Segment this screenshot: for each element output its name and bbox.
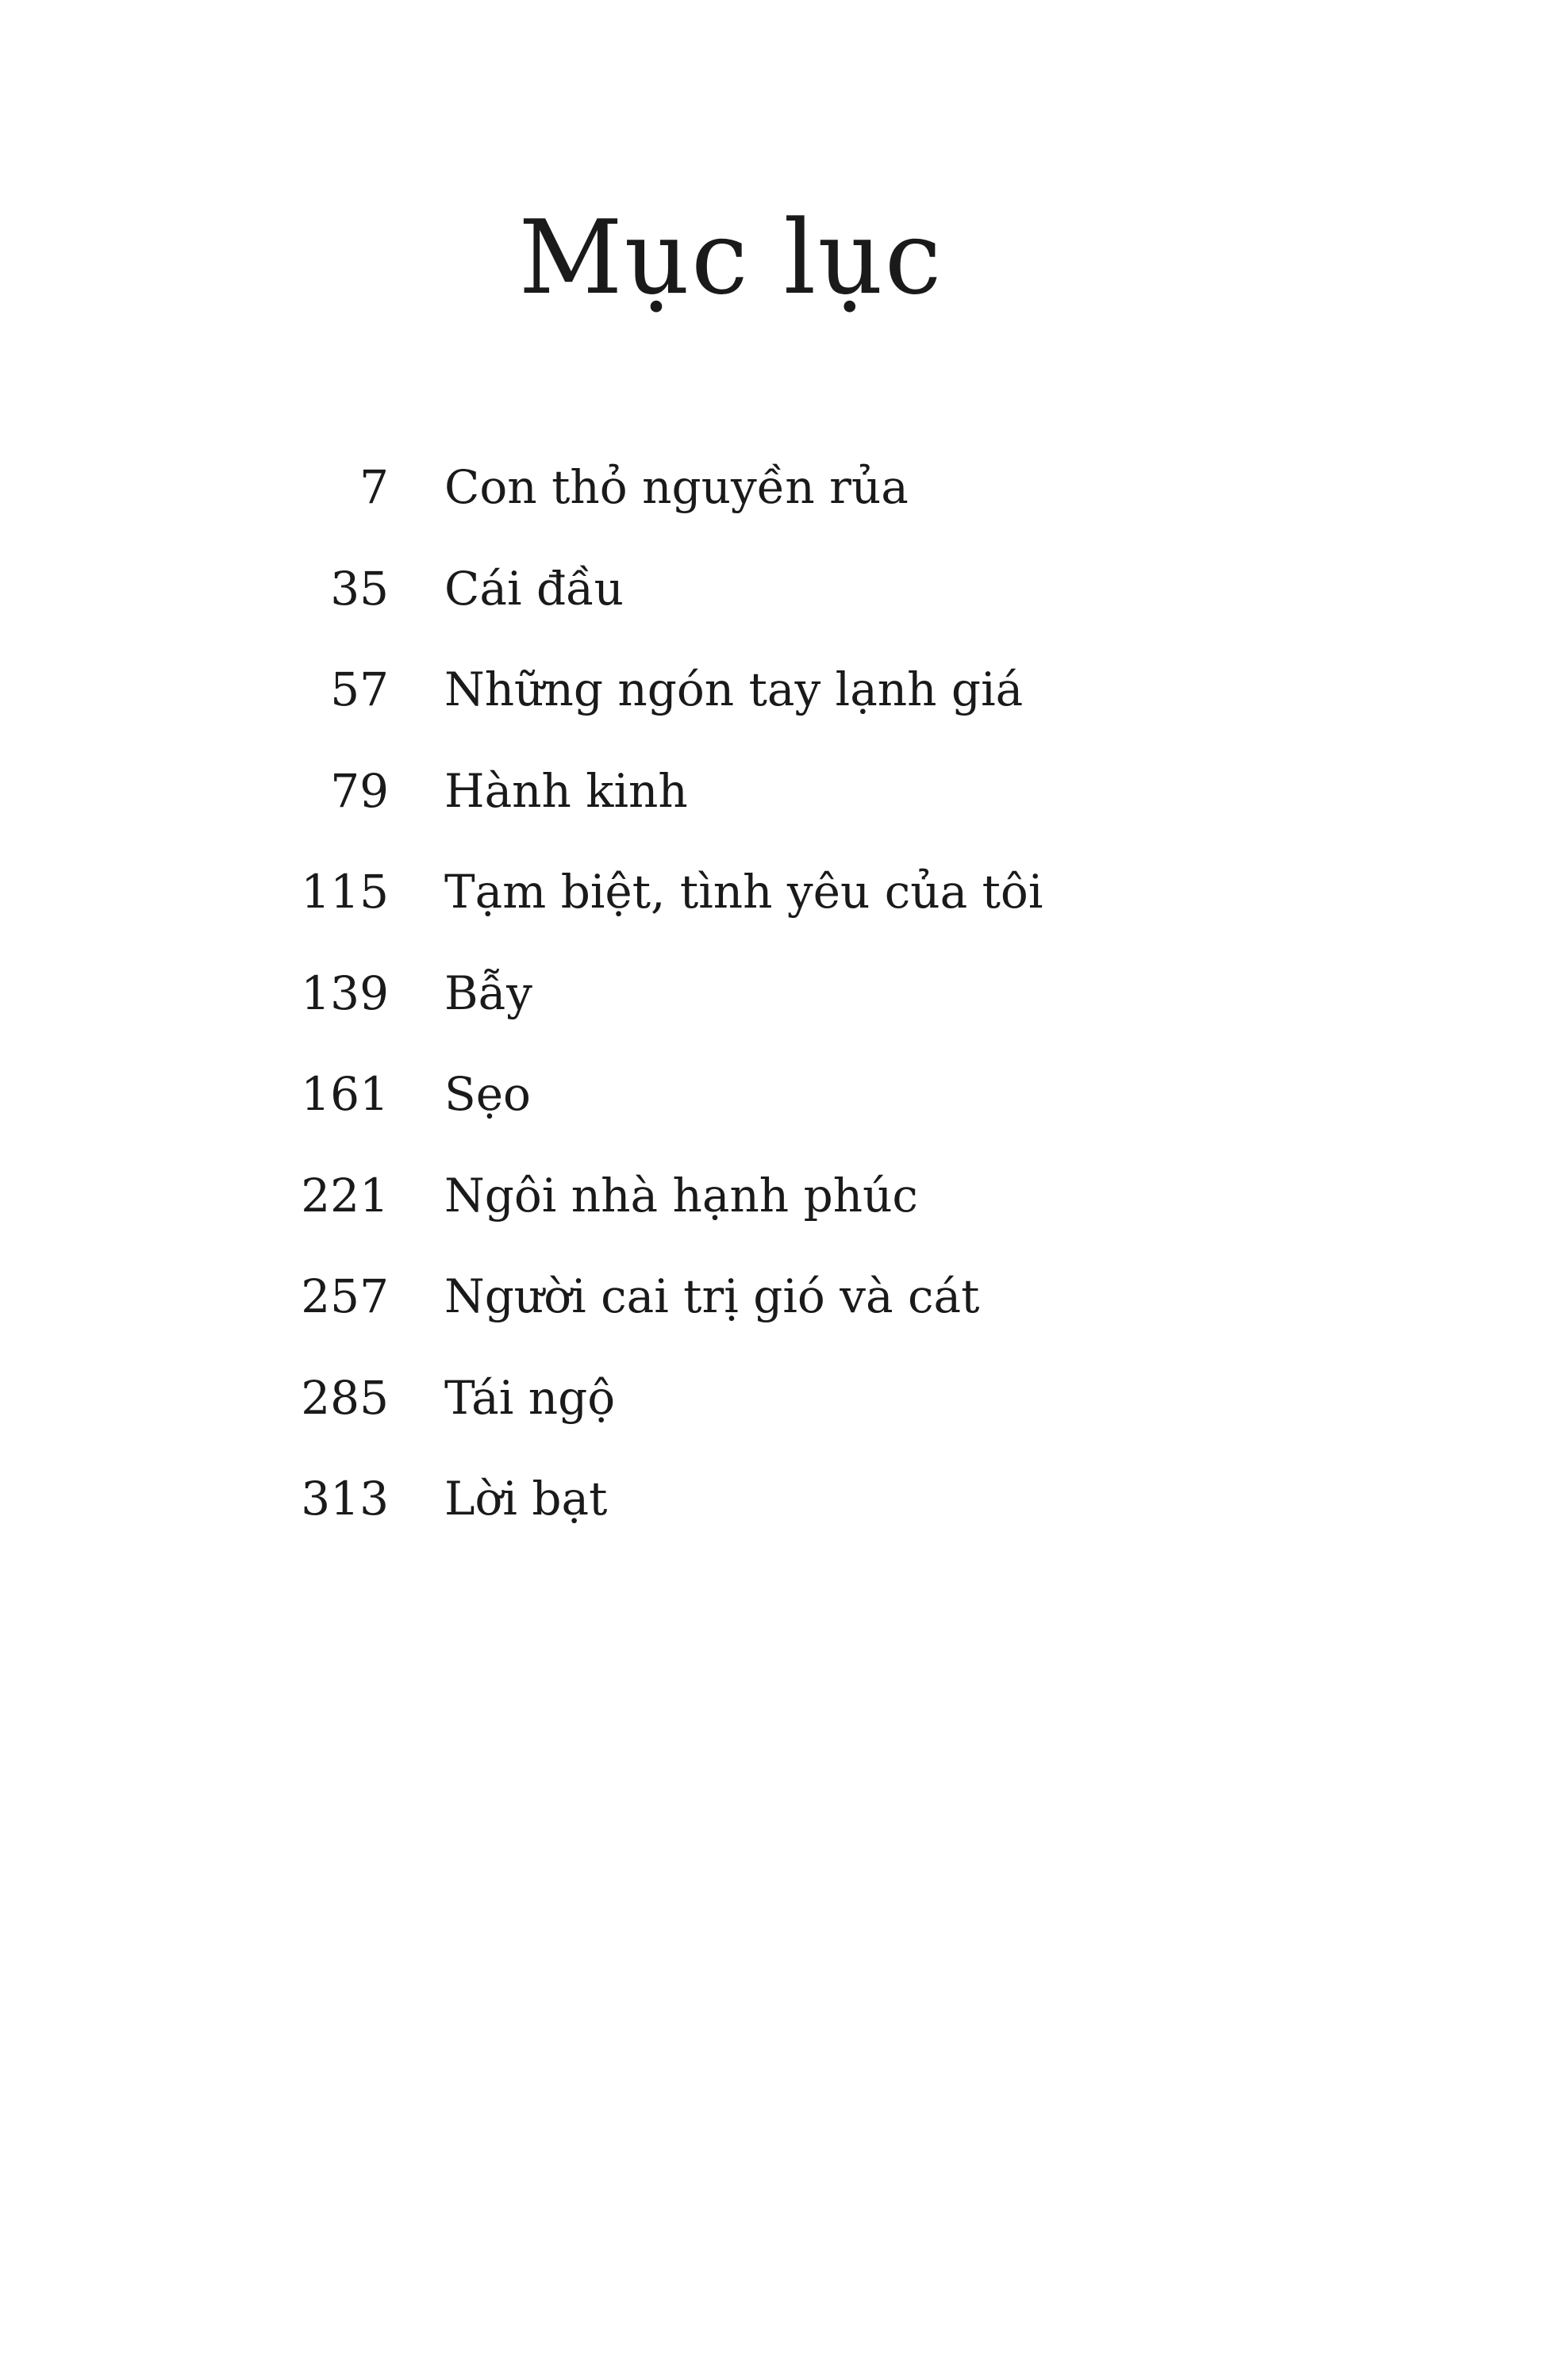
- toc-entry: [0, 561, 1541, 667]
- toc-entry: [0, 662, 1541, 768]
- toc-chapter-title: Cái đầu: [444, 561, 624, 616]
- toc-entry: [0, 1168, 1541, 1274]
- toc-page-number: 257: [301, 1269, 389, 1323]
- toc-chapter-title: Tạm biệt, tình yêu của tôi: [444, 865, 1043, 919]
- toc-page-number: 313: [301, 1472, 389, 1526]
- toc-chapter-title: Ngôi nhà hạnh phúc: [444, 1168, 918, 1223]
- toc-page-number: 161: [301, 1067, 389, 1121]
- toc-chapter-title: Lời bạt: [444, 1472, 608, 1526]
- toc-entry: [0, 1472, 1541, 1577]
- toc-entry: [0, 763, 1541, 869]
- toc-page-number: 221: [301, 1168, 389, 1223]
- toc-page-number: 285: [301, 1370, 389, 1425]
- page-title: Mục lục: [518, 199, 943, 317]
- toc-page-number: 35: [330, 561, 389, 616]
- toc-entry: [0, 1370, 1541, 1476]
- toc-entry: [0, 460, 1541, 566]
- toc-chapter-title: Sẹo: [444, 1067, 531, 1121]
- toc-chapter-title: Hành kinh: [444, 763, 688, 818]
- toc-chapter-title: Tái ngộ: [444, 1370, 616, 1425]
- toc-chapter-title: Con thỏ nguyền rủa: [444, 460, 909, 514]
- toc-entry: [0, 1269, 1541, 1375]
- toc-page-number: 139: [301, 965, 389, 1020]
- toc-entry: [0, 1067, 1541, 1173]
- toc-page-number: 79: [330, 763, 389, 818]
- toc-chapter-title: Bẫy: [444, 965, 532, 1020]
- table-of-contents: [0, 460, 1541, 1577]
- toc-page-number: 115: [301, 865, 389, 919]
- toc-chapter-title: Những ngón tay lạnh giá: [444, 662, 1024, 716]
- toc-entry: [0, 965, 1541, 1072]
- toc-chapter-title: Người cai trị gió và cát: [444, 1269, 980, 1323]
- toc-entry: [0, 865, 1541, 970]
- toc-page-number: 7: [359, 460, 389, 514]
- toc-page-number: 57: [330, 662, 389, 716]
